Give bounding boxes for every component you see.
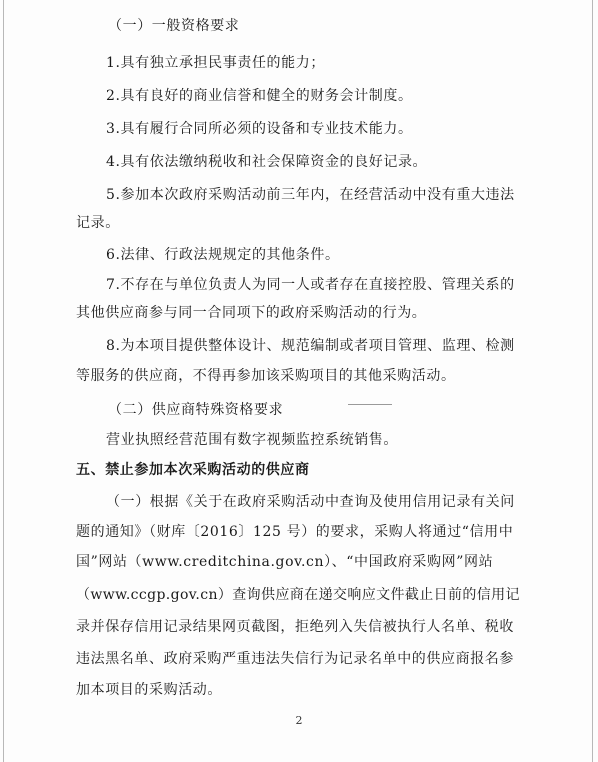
requirement-item-5-line-2: 记录。 (76, 215, 120, 231)
paragraph-line-2: 题的通知》（财库〔2016〕125 号）的要求，采购人将通过“信用中 (76, 524, 514, 540)
scan-mark-line (348, 404, 392, 405)
special-requirement-text: 营业执照经营范围有数字视频监控系统销售。 (106, 432, 398, 448)
section-five-heading: 五、禁止参加本次采购活动的供应商 (76, 462, 310, 478)
paragraph-line-3: 国”网站（www.creditchina.gov.cn）、“中国政府采购网”网站 (76, 554, 494, 570)
requirement-item-4: 4.具有依法缴纳税收和社会保障资金的良好记录。 (106, 154, 428, 170)
requirement-item-5-line-1: 5.参加本次政府采购活动前三年内，在经营活动中没有重大违法 (106, 187, 515, 203)
requirement-item-8-line-1: 8.为本项目提供整体设计、规范编制或者项目管理、监理、检测 (106, 338, 515, 354)
page-left-edge (3, 0, 4, 762)
requirement-item-6: 6.法律、行政法规规定的其他条件。 (106, 247, 340, 263)
section-heading-general-requirements: （一）一般资格要求 (108, 18, 240, 34)
requirement-item-3: 3.具有履行合同所必须的设备和专业技术能力。 (106, 121, 413, 137)
requirement-item-1: 1.具有独立承担民事责任的能力； (106, 55, 325, 71)
requirement-item-8-line-2: 等服务的供应商，不得再参加该采购项目的其他采购活动。 (76, 368, 456, 384)
paragraph-line-6: 违法黑名单、政府采购严重违法失信行为记录名单中的供应商报名参 (76, 651, 514, 667)
paragraph-line-4: （www.ccgp.gov.cn）查询供应商在递交响应文件截止日前的信用记 (76, 587, 520, 603)
page-number: 2 (295, 714, 303, 727)
requirement-item-7-line-2: 其他供应商参与同一合同项下的政府采购活动的行为。 (76, 305, 427, 321)
page-right-edge (592, 0, 593, 762)
paragraph-line-7: 加本项目的采购活动。 (76, 682, 222, 698)
requirement-item-2: 2.具有良好的商业信誉和健全的财务会计制度。 (106, 88, 413, 104)
section-heading-special-requirements: （二）供应商特殊资格要求 (108, 402, 284, 418)
requirement-item-7-line-1: 7.不存在与单位负责人为同一人或者存在直接控股、管理关系的 (106, 277, 515, 293)
paragraph-line-1: （一）根据《关于在政府采购活动中查询及使用信用记录有关问 (106, 494, 515, 510)
paragraph-line-5: 录并保存信用记录结果网页截图，拒绝列入失信被执行人名单、税收 (76, 619, 514, 635)
